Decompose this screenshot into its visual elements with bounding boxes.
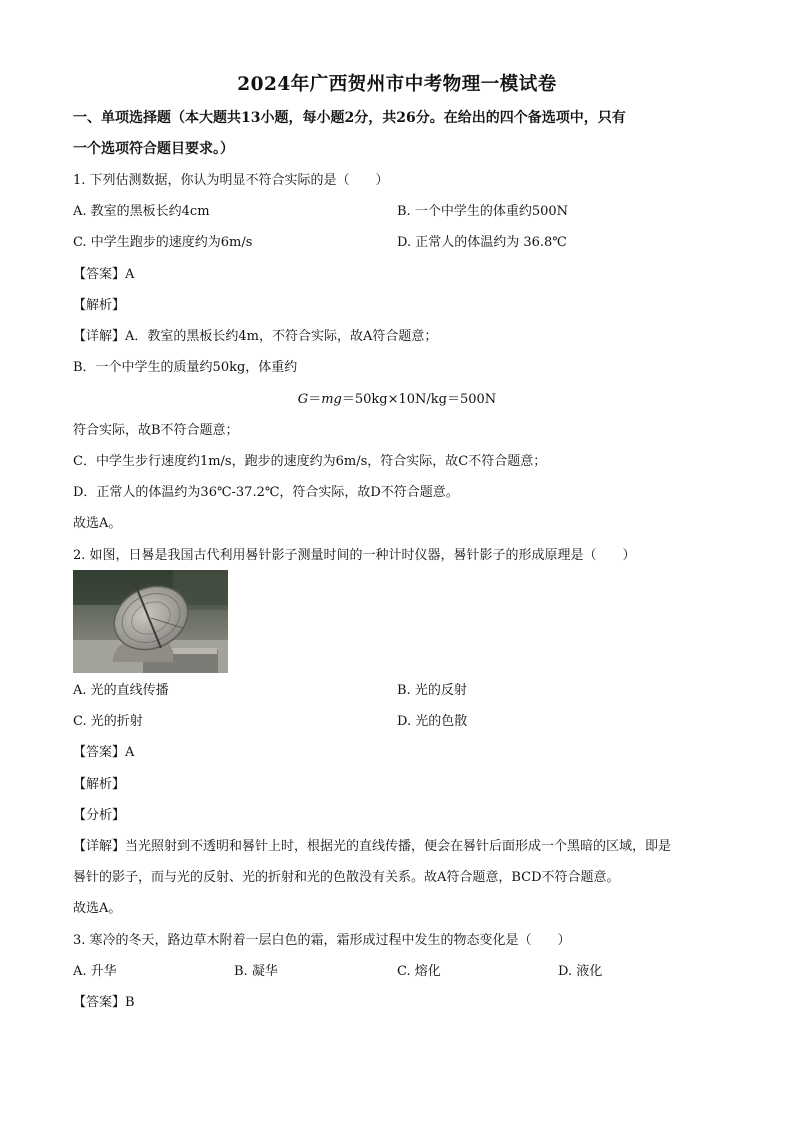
detail-tag: 【详解】 [73, 329, 126, 344]
answer-tag: 【答案】 [73, 267, 126, 282]
question-3-stem: 3. 寒冷的冬天，路边草木附着一层白色的霜，霜形成过程中发生的物态变化是（ ） [73, 933, 571, 948]
detail-text: 当光照射到不透明和晷针上时，根据光的直线传播，便会在晷针后面形成一个黑暗的区域，即是 [125, 839, 672, 854]
question-2-option-b: B. 光的反射 [397, 683, 467, 698]
question-1-analysis-tag [73, 297, 125, 315]
question-1-option-c: C. 中学生跑步的速度约为6m/s [73, 235, 253, 250]
sundial-photo [73, 570, 228, 673]
formula-equals: ＝ [308, 392, 322, 407]
question-3-option-d: D. 液化 [558, 964, 603, 979]
question-2-fenxi-tag [73, 807, 125, 825]
question-1-answer [73, 266, 134, 284]
question-1-option-d: D. 正常人的体温约为 36.8℃ [397, 235, 567, 250]
answer-value: A [125, 267, 135, 282]
section-heading-line2: 一个选项符合题目要求。） [73, 141, 234, 157]
question-2-option-d: D. 光的色散 [397, 714, 468, 729]
formula-rest: ＝50kg×10N/kg＝500N [341, 392, 497, 407]
question-2-conclusion: 故选A。 [73, 901, 122, 916]
question-1-stem: 1. 下列估测数据，你认为明显不符合实际的是（ ） [73, 173, 389, 188]
question-2-stem: 2. 如图，日晷是我国古代利用晷针影子测量时间的一种计时仪器，晷针影子的形成原理是（ ） [73, 548, 636, 563]
analysis-tag: 【解析】 [73, 298, 126, 313]
answer-value: B [125, 995, 135, 1010]
question-3-option-b: B. 凝华 [234, 964, 278, 979]
question-1-detail-3: 符合实际，故B不符合题意； [73, 423, 239, 438]
question-2-answer [73, 744, 134, 762]
page-title: 2024年广西贺州市中考物理一模试卷 [237, 74, 557, 95]
sundial-image [73, 570, 228, 673]
detail-tag: 【详解】 [73, 839, 126, 854]
section-heading-line1: 一、单项选择题（本大题共13小题，每小题2分，共26分。在给出的四个备选项中，只有 [73, 110, 626, 126]
question-3-answer [73, 994, 135, 1012]
question-1-detail-1 [73, 328, 437, 346]
question-2-analysis-tag [73, 776, 125, 794]
analysis-tag: 【解析】 [73, 777, 126, 792]
question-1-detail-2: B．一个中学生的质量约50kg，体重约 [73, 360, 298, 375]
question-1-detail-4: C．中学生步行速度约1m/s，跑步的速度约为6m/s，符合实际，故C不符合题意； [73, 454, 547, 469]
question-3-option-c: C. 熔化 [397, 964, 441, 979]
formula-mg: mg [321, 392, 342, 407]
question-1-option-b: B. 一个中学生的体重约500N [397, 204, 569, 219]
question-2-detail-2: 晷针的影子，而与光的反射、光的折射和光的色散没有关系。故A符合题意，BCD不符合题意。 [73, 870, 620, 885]
question-3-option-a: A. 升华 [73, 964, 117, 979]
question-1-option-a: A. 教室的黑板长约4cm [73, 204, 210, 219]
detail-text: A．教室的黑板长约4m，不符合实际，故A符合题意； [125, 329, 438, 344]
answer-tag: 【答案】 [73, 995, 126, 1010]
answer-value: A [125, 745, 135, 760]
question-1-conclusion: 故选A。 [73, 516, 122, 531]
question-1-formula [0, 391, 794, 409]
question-2-option-c: C. 光的折射 [73, 714, 143, 729]
answer-tag: 【答案】 [73, 745, 126, 760]
question-2-detail-1 [73, 838, 671, 856]
question-1-detail-5: D．正常人的体温约为36℃-37.2℃，符合实际，故D不符合题意。 [73, 485, 459, 500]
fenxi-tag: 【分析】 [73, 808, 126, 823]
question-2-option-a: A. 光的直线传播 [73, 683, 169, 698]
formula-g: G [297, 392, 309, 407]
